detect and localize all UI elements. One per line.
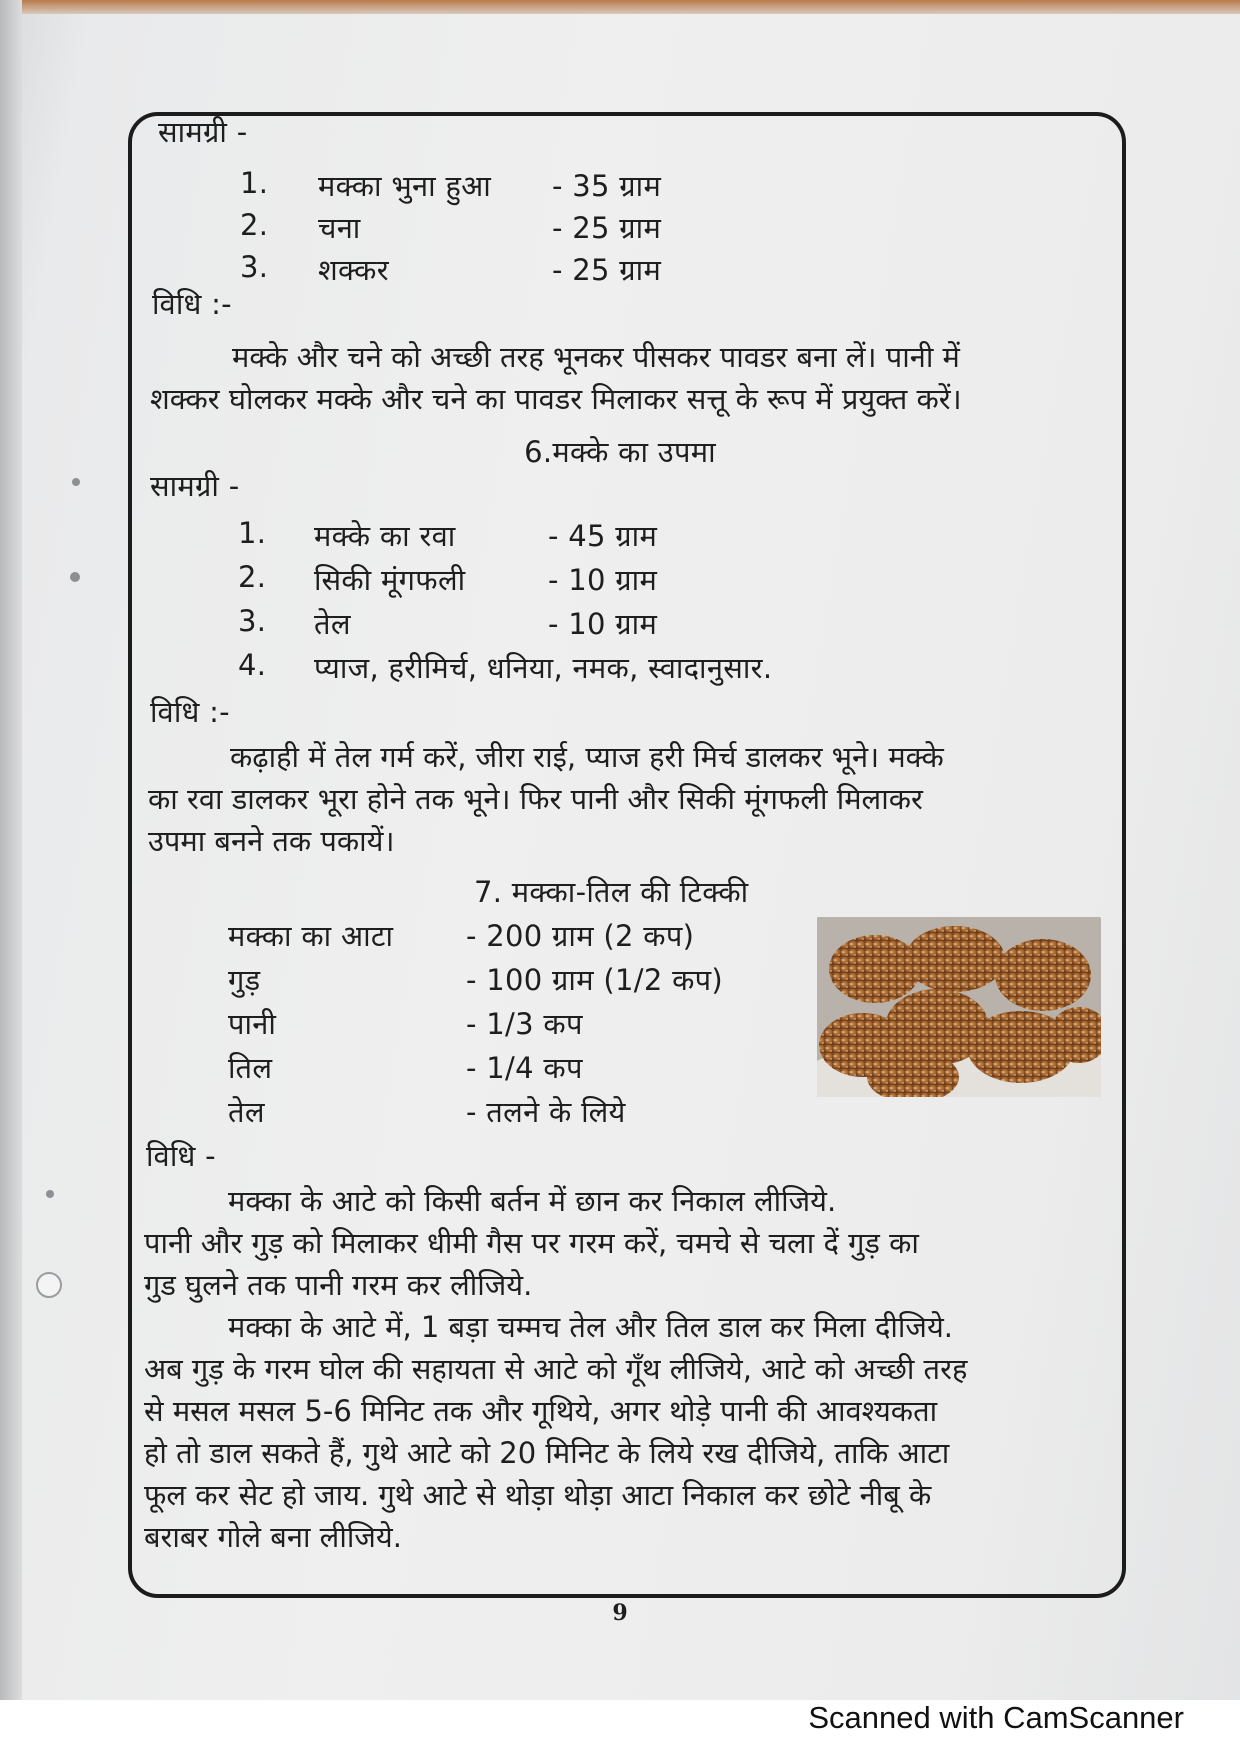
ingredient-name: पानी bbox=[228, 1007, 277, 1041]
binding-hole bbox=[46, 1190, 54, 1198]
ingredient-quantity: - 45 ग्राम bbox=[548, 519, 658, 553]
method-paragraph bbox=[150, 336, 1112, 420]
method-line: शक्कर घोलकर मक्के और चने का पावडर मिलाकर सत्तू के रूप में प्रयुक्त करें। bbox=[150, 382, 962, 416]
ingredient-quantity: - 10 ग्राम bbox=[548, 607, 658, 641]
tikki-photo-graphic bbox=[817, 917, 1101, 1097]
ingredient-number: 3. bbox=[240, 250, 269, 284]
ingredient-quantity: - 25 ग्राम bbox=[552, 253, 662, 287]
page-top-edge bbox=[0, 0, 1240, 14]
ingredient-quantity: - 200 ग्राम (2 कप) bbox=[466, 919, 695, 953]
method-line: उपमा बनने तक पकायें। bbox=[148, 824, 395, 858]
binding-hole bbox=[72, 478, 80, 486]
ingredient-quantity: - 10 ग्राम bbox=[548, 563, 658, 597]
ingredient-name: प्याज, हरीमिर्च, धनिया, नमक, स्वादानुसार. bbox=[314, 651, 773, 685]
method-line: अब गुड़ के गरम घोल की सहायता से आटे को गूँथ लीजिये, आटे को अच्छी तरह bbox=[144, 1352, 968, 1386]
method-label: विधि - bbox=[146, 1139, 216, 1173]
scanner-watermark: Scanned with CamScanner bbox=[808, 1700, 1184, 1735]
ingredient-number: 2. bbox=[238, 560, 267, 594]
method-label: विधि :- bbox=[150, 695, 230, 729]
ingredient-quantity: - तलने के लिये bbox=[466, 1095, 626, 1129]
ingredients-label: सामग्री - bbox=[150, 469, 240, 503]
method-label: विधि :- bbox=[152, 287, 232, 321]
ingredient-quantity: - 1/3 कप bbox=[466, 1007, 583, 1041]
ingredient-name: तेल bbox=[314, 607, 351, 641]
method-line: का रवा डालकर भूरा होने तक भूने। फिर पानी और सिकी मूंगफली मिलाकर bbox=[148, 782, 923, 816]
ingredient-name: गुड़ bbox=[228, 963, 261, 997]
ingredient-name: मक्के का रवा bbox=[314, 519, 456, 553]
ingredient-quantity: - 1/4 कप bbox=[466, 1051, 583, 1085]
ingredient-name: सिकी मूंगफली bbox=[314, 563, 466, 597]
page-number: 9 bbox=[612, 1600, 628, 1626]
method-line: बराबर गोले बना लीजिये. bbox=[144, 1520, 402, 1554]
method-paragraph bbox=[144, 1180, 1112, 1558]
ingredient-number: 4. bbox=[238, 648, 267, 682]
method-line: मक्के और चने को अच्छी तरह भूनकर पीसकर पावडर बना लें। पानी में bbox=[232, 340, 960, 374]
ingredient-number: 1. bbox=[238, 516, 267, 550]
ingredient-number: 1. bbox=[240, 166, 269, 200]
ingredient-quantity: - 35 ग्राम bbox=[552, 169, 662, 203]
ingredient-name: चना bbox=[318, 211, 361, 245]
ingredients-label: सामग्री - bbox=[158, 115, 248, 149]
ingredient-quantity: - 100 ग्राम (1/2 कप) bbox=[466, 963, 724, 997]
recipe-title: 7. मक्का-तिल की टिक्की bbox=[474, 875, 749, 909]
ingredient-quantity: - 25 ग्राम bbox=[552, 211, 662, 245]
ingredient-number: 2. bbox=[240, 208, 269, 242]
ingredient-name: तेल bbox=[228, 1095, 265, 1129]
recipe-title: 6.मक्के का उपमा bbox=[524, 435, 716, 469]
ingredient-name: शक्कर bbox=[318, 253, 389, 287]
method-line: गुड घुलने तक पानी गरम कर लीजिये. bbox=[144, 1268, 533, 1302]
method-line: मक्का के आटे को किसी बर्तन में छान कर निकाल लीजिये. bbox=[228, 1184, 837, 1218]
method-line: कढ़ाही में तेल गर्म करें, जीरा राई, प्याज हरी मिर्च डालकर भूने। मक्के bbox=[230, 740, 944, 774]
binding-hole bbox=[36, 1272, 62, 1298]
tikki-photo bbox=[817, 917, 1101, 1097]
ingredient-number: 3. bbox=[238, 604, 267, 638]
page-binding-edge bbox=[0, 0, 22, 1700]
method-line: फूल कर सेट हो जाय. गुथे आटे से थोड़ा थोड़ा आटा निकाल कर छोटे नीबू के bbox=[144, 1478, 932, 1512]
binding-hole bbox=[70, 572, 80, 582]
method-line: मक्का के आटे में, 1 बड़ा चम्मच तेल और तिल डाल कर मिला दीजिये. bbox=[228, 1310, 953, 1344]
method-line: हो तो डाल सकते हैं, गुथे आटे को 20 मिनिट के लिये रख दीजिये, ताकि आटा bbox=[144, 1436, 950, 1470]
ingredient-name: मक्का का आटा bbox=[228, 919, 394, 953]
method-line: पानी और गुड़ को मिलाकर धीमी गैस पर गरम करें, चमचे से चला दें गुड़ का bbox=[144, 1226, 919, 1260]
ingredient-name: मक्का भुना हुआ bbox=[318, 169, 492, 203]
method-line: से मसल मसल 5-6 मिनिट तक और गूथिये, अगर थोड़े पानी की आवश्यकता bbox=[144, 1394, 938, 1428]
method-paragraph bbox=[148, 736, 1110, 862]
ingredient-name: तिल bbox=[228, 1051, 273, 1085]
